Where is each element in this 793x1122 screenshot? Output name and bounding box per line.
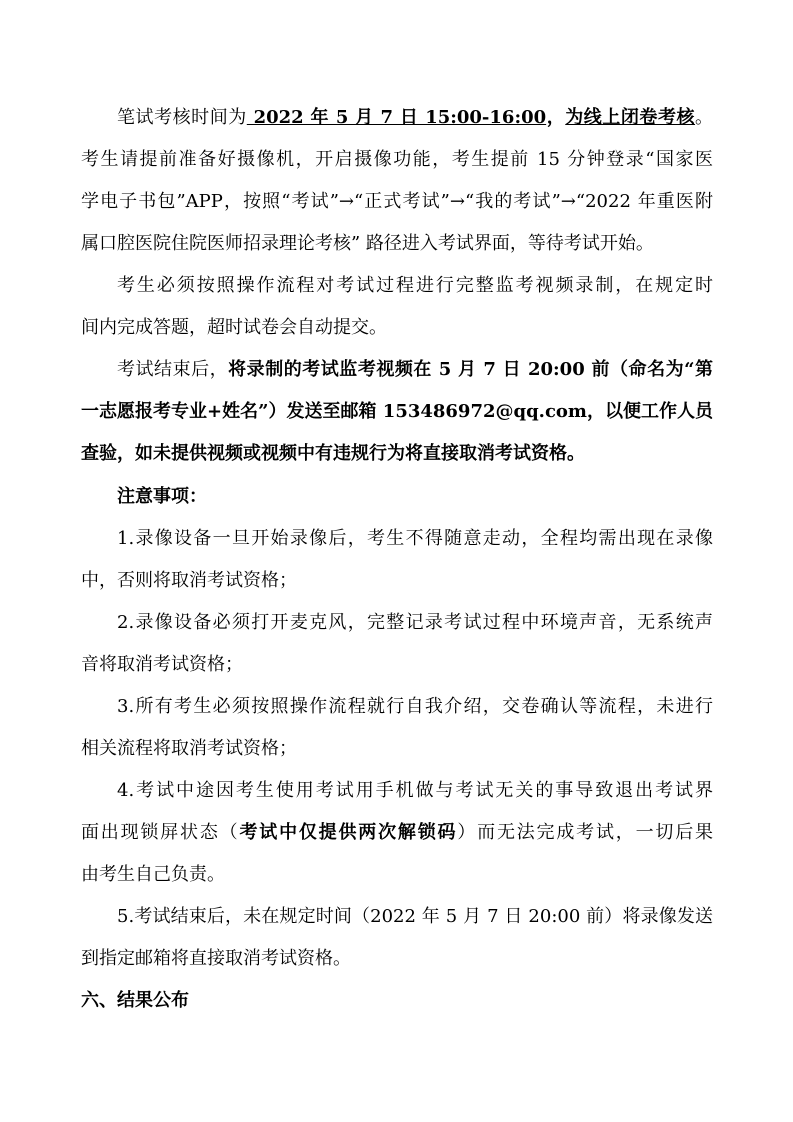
notice-item: 2.录像设备必须打开麦克风，完整记录考试过程中环境声音，无系统声 [117, 612, 713, 633]
video-submission-deadline: 将录制的考试监考视频在 5 月 7 日 20:00 前（命名为“第 [228, 359, 713, 380]
notice-item-cont [81, 821, 713, 845]
notice-item-cont: 中，否则将取消考试资格； [81, 570, 297, 591]
notice-item-cont: 到指定邮箱将直接取消考试资格。 [81, 948, 351, 969]
paragraph-line: 考生请提前准备好摄像机，开启摄像功能，考生提前 15 分钟登录“国家医 [81, 149, 713, 170]
paragraph-line: 考生必须按照操作流程对考试过程进行完整监考视频录制，在规定时 [117, 275, 713, 296]
video-submission-intro: 考试结束后， [117, 359, 229, 380]
paragraph-line: 查验，如未提供视频或视频中有违规行为将直接取消考试资格。 [81, 443, 585, 464]
notice-item-cont: 由考生自己负责。 [81, 864, 225, 885]
notice-item: 1.录像设备一旦开始录像后，考生不得随意走动，全程均需出现在录像 [117, 528, 713, 549]
exam-time-value: 2022 年 5 月 7 日 15:00-16:00 [246, 107, 547, 128]
paragraph-line: 间内完成答题，超时试卷会自动提交。 [81, 317, 387, 338]
notice-item: 4.考试中途因考生使用考试用手机做与考试无关的事导致退出考试界 [117, 780, 713, 801]
exam-type-value: 为线上闭卷考核 [565, 107, 696, 128]
exam-time-comma: ， [546, 107, 566, 128]
notice-item-cont: 相关流程将取消考试资格； [81, 738, 297, 759]
lock-screen-consequence: ）而无法完成考试，一切后果 [457, 822, 713, 843]
notice-item: 3.所有考生必须按照操作流程就行自我介绍，交卷确认等流程，未进行 [117, 696, 713, 717]
exam-time-line [81, 106, 713, 130]
notice-item-cont: 音将取消考试资格； [81, 654, 243, 675]
paragraph-line: 属口腔医院住院医师招录理论考核” 路径进入考试界面，等待考试开始。 [81, 233, 654, 254]
exam-time-period: 。 [695, 107, 713, 128]
unlock-code-note: 考试中仅提供两次解锁码 [239, 822, 458, 843]
video-submission-line [81, 358, 713, 382]
lock-screen-text: 面出现锁屏状态（ [81, 822, 240, 843]
document-page [81, 0, 713, 1122]
section-heading: 六、结果公布 [81, 990, 189, 1011]
exam-time-label: 笔试考核时间为 [117, 107, 247, 128]
notice-item: 5.考试结束后，未在规定时间（2022 年 5 月 7 日 20:00 前）将录像发送 [117, 906, 713, 927]
notice-title: 注意事项： [117, 486, 207, 507]
email-line: 一志愿报考专业+姓名”）发送至邮箱 153486972@qq.com，以便工作人员 [81, 401, 713, 422]
paragraph-line: 学电子书包”APP，按照“考试”→“正式考试”→“我的考试”→“2022 年重医附 [81, 191, 713, 212]
